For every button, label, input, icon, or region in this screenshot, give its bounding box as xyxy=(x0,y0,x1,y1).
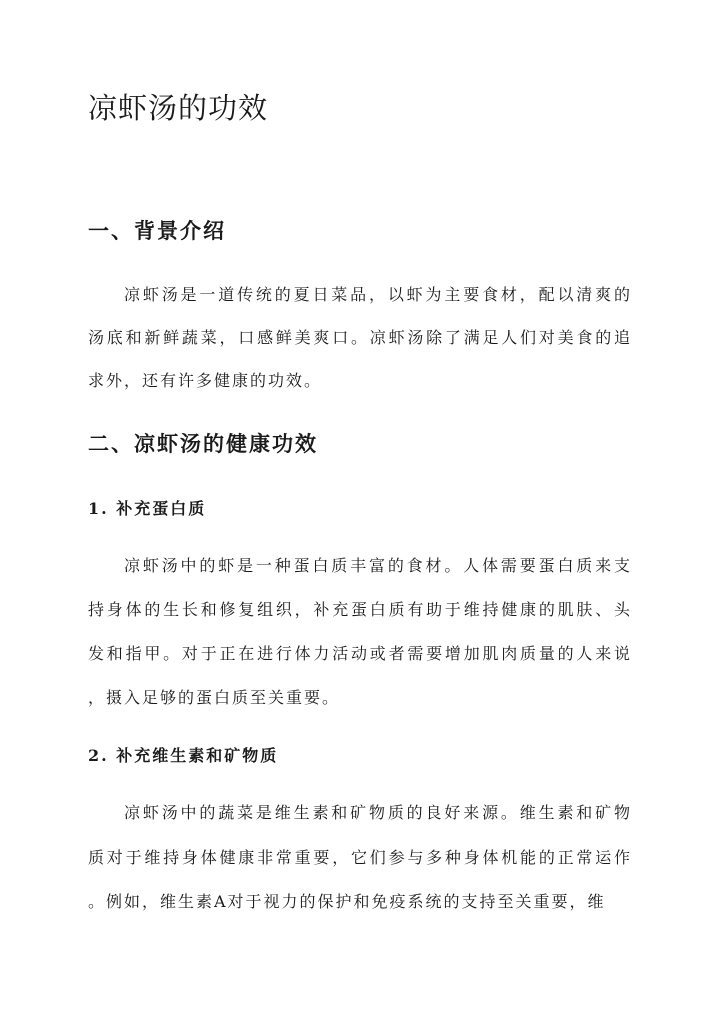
paragraph-line: 发和指甲。对于正在进行体力活动或者需要增加肌肉质量的人来说 xyxy=(88,644,632,663)
paragraph-line: 质对于维持身体健康非常重要，它们参与多种身体机能的正常运作 xyxy=(88,848,632,867)
paragraph-line: 持身体的生长和修复组织，补充蛋白质有助于维持健康的肌肤、头 xyxy=(88,600,632,619)
document-title: 凉虾汤的功效 xyxy=(88,91,269,125)
paragraph-line: 。例如，维生素A对于视力的保护和免疫系统的支持至关重要，维 xyxy=(88,892,606,911)
paragraph-line: 凉虾汤是一道传统的夏日菜品，以虾为主要食材，配以清爽的 xyxy=(124,285,632,304)
paragraph-line: 凉虾汤中的虾是一种蛋白质丰富的食材。人体需要蛋白质来支 xyxy=(124,556,632,575)
paragraph-line: 汤底和新鲜蔬菜，口感鲜美爽口。凉虾汤除了满足人们对美食的追 xyxy=(88,328,632,347)
subsection-heading-protein: 1. 补充蛋白质 xyxy=(88,499,207,518)
section-heading-health-benefits: 二、凉虾汤的健康功效 xyxy=(88,431,318,456)
paragraph-line: 求外，还有许多健康的功效。 xyxy=(88,371,323,390)
paragraph-line: ，摄入足够的蛋白质至关重要。 xyxy=(88,688,341,707)
section-heading-background: 一、背景介绍 xyxy=(88,218,226,243)
paragraph-line: 凉虾汤中的蔬菜是维生素和矿物质的良好来源。维生素和矿物 xyxy=(124,803,632,822)
subsection-heading-vitamins-minerals: 2. 补充维生素和矿物质 xyxy=(88,746,279,765)
